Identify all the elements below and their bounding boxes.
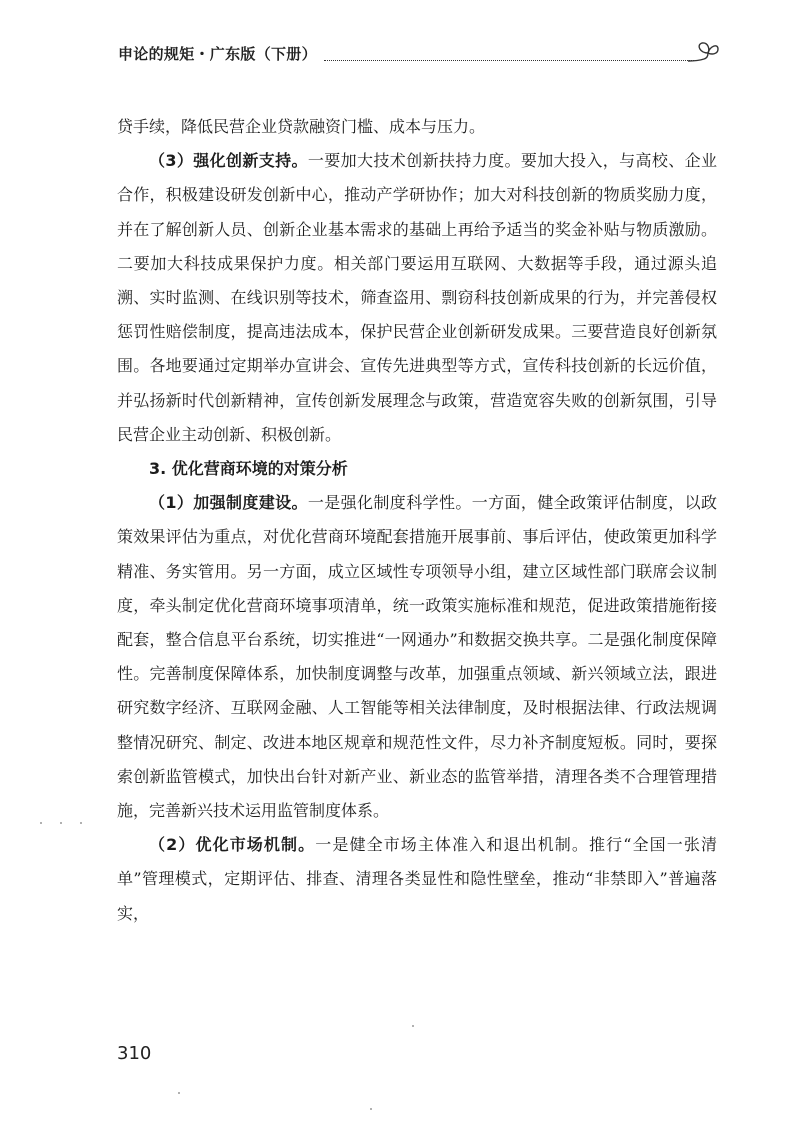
scan-speck bbox=[178, 1092, 180, 1094]
paragraph-lead: （2）优化市场机制。 bbox=[149, 835, 316, 855]
page-body bbox=[117, 110, 717, 931]
paragraph-market-mechanism bbox=[117, 828, 717, 931]
paragraph-continuation bbox=[117, 110, 717, 144]
scan-speck bbox=[80, 822, 82, 824]
page-number: 310 bbox=[117, 1043, 152, 1064]
section-heading: 3. 优化营商环境的对策分析 bbox=[149, 459, 348, 479]
paragraph-text: 一是强化制度科学性。一方面，健全政策评估制度，以政策效果评估为重点，对优化营商环境配套措施开展事前、事后评估，使政策更加科学精准、务实管用。另一方面，成立区域性专项领导小组，建立区域性部门联席会议制度，牵头制定优化营商环境事项清单，统一政策实施标准和规范，促进政策措施衔接配套，整合信息平台系统，切实推进“一网通办”和数据交换共享。二是强化制度保障性。完善制度保障体系，加快制度调整与改革，加强重点领域、新兴领域立法，跟进研究数字经济、互联网金融、人工智能等相关法律制度，及时根据法律、行政法规调整情况研究、制定、改进本地区规章和规范性文件，尽力补齐制度短板。同时，要探索创新监管模式，加快出台针对新产业、新业态的监管举措，清理各类不合理管理措施，完善新兴技术运用监管制度体系。 bbox=[117, 493, 717, 821]
paragraph-lead: （3）强化创新支持。 bbox=[149, 151, 308, 171]
scan-speck bbox=[412, 1025, 414, 1027]
scan-speck bbox=[60, 822, 62, 824]
scan-speck bbox=[370, 1108, 372, 1110]
scan-speck bbox=[40, 822, 42, 824]
paragraph-text: 一要加大技术创新扶持力度。要加大投入，与高校、企业合作，积极建设研发创新中心，推动产学研协作；加大对科技创新的物质奖励力度，并在了解创新人员、创新企业基本需求的基础上再给予适当的奖金补贴与物质激励。二要加大科技成果保护力度。相关部门要运用互联网、大数据等手段，通过源头追溯、实时监测、在线识别等技术，筛查盗用、剽窃科技创新成果的行为，并完善侵权惩罚性赔偿制度，提高违法成本，保护民营企业创新研发成果。三要营造良好创新氛围。各地要通过定期举办宣讲会、宣传先进典型等方式，宣传科技创新的长远价值，并弘扬新时代创新精神，宣传创新发展理念与政策，营造宽容失败的创新氛围，引导民营企业主动创新、积极创新。 bbox=[117, 151, 717, 444]
paragraph-system-building bbox=[117, 486, 717, 828]
paragraph-text: 一是健全市场主体准入和退出机制。推行“全国一张清单”管理模式，定期评估、排查、清理各类显性和隐性壁垒，推动“非禁即入”普遍落实， bbox=[117, 835, 717, 923]
header-dotted-rule bbox=[324, 60, 694, 61]
sprout-icon bbox=[686, 41, 720, 69]
book-title: 申论的规矩・广东版（下册） bbox=[118, 45, 317, 63]
paragraph-lead: （1）加强制度建设。 bbox=[149, 493, 308, 513]
running-header bbox=[118, 41, 718, 71]
paragraph-text: 贷手续，降低民营企业贷款融资门槛、成本与压力。 bbox=[117, 117, 486, 136]
paragraph-innovation-support bbox=[117, 144, 717, 452]
